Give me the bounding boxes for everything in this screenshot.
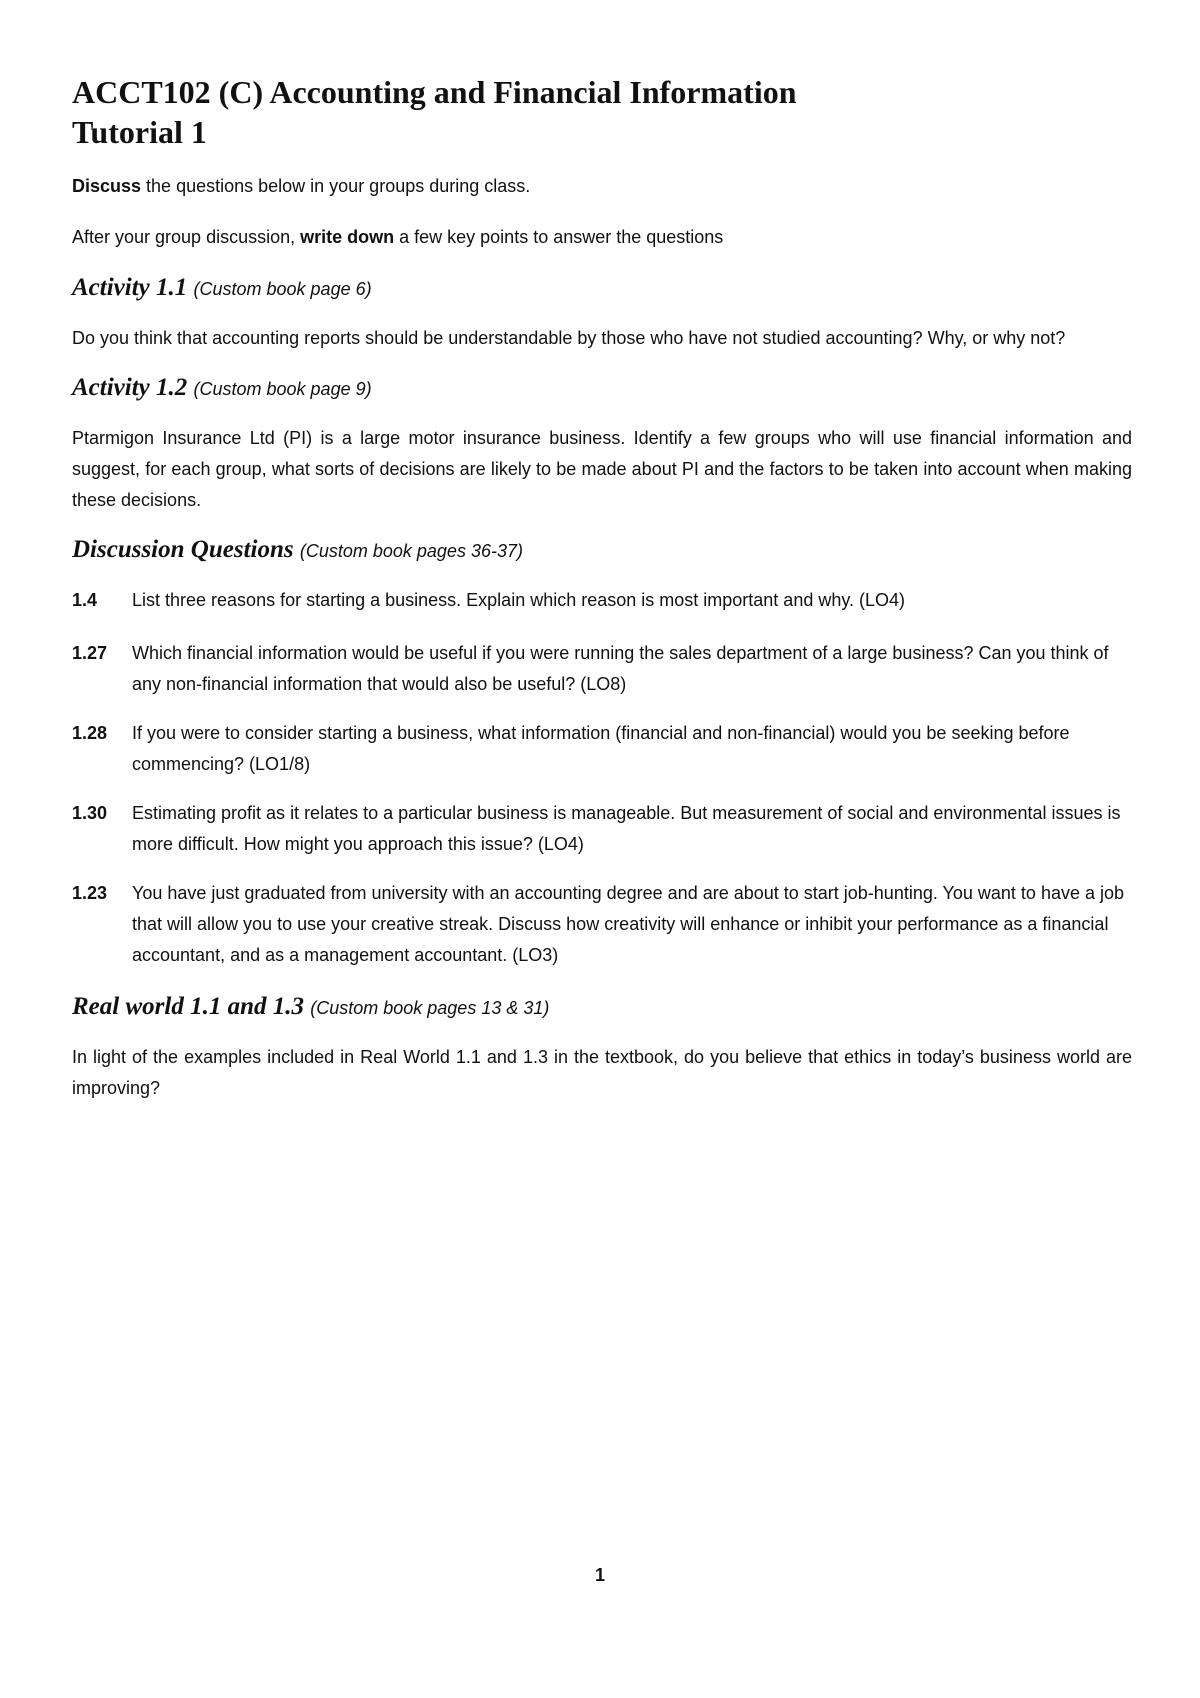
activity-1-1-ref: (Custom book page 6) bbox=[193, 279, 372, 299]
question-number: 1.30 bbox=[72, 803, 108, 823]
question-text: Which financial information would be useful if you were running the sales department of a large business? Can you think of any non-financial information that would also be useful? (LO8) bbox=[132, 643, 1109, 694]
discussion-question-list bbox=[72, 585, 1132, 971]
real-world-title: Real world 1.1 and 1.3 bbox=[72, 993, 304, 1020]
activity-1-2-text: Ptarmigon Insurance Ltd (PI) is a large motor insurance business. Identify a few groups who will use financial information and suggest, for each group, what sorts of decisions are likely to be made about PI and the factors to be taken into account when making these decisions. bbox=[72, 428, 1132, 510]
document-page bbox=[72, 72, 1132, 1104]
question-item bbox=[72, 638, 1132, 700]
question-text: Estimating profit as it relates to a particular business is manageable. But measurement of social and environmental issues is more difficult. How might you approach this issue? (LO4) bbox=[132, 803, 1121, 854]
title-course: ACCT102 (C) Accounting and Financial Information bbox=[72, 74, 797, 110]
intro-discuss-rest: the questions below in your groups during class. bbox=[141, 176, 531, 196]
question-number: 1.23 bbox=[72, 883, 108, 903]
activity-1-1-title: Activity 1.1 bbox=[72, 274, 188, 301]
intro-write-bold: write down bbox=[300, 227, 395, 247]
intro-discuss bbox=[72, 174, 1132, 198]
question-text: If you were to consider starting a business, what information (financial and non-financial) would you be seeking before commencing? (LO1/8) bbox=[132, 723, 1070, 774]
intro-discuss-bold: Discuss bbox=[72, 176, 142, 196]
real-world-ref: (Custom book pages 13 & 31) bbox=[310, 998, 550, 1018]
activity-1-2-ref: (Custom book page 9) bbox=[193, 379, 372, 399]
activity-1-1-text: Do you think that accounting reports should be understandable by those who have not studied accounting? Why, or why not? bbox=[72, 328, 1066, 348]
question-number: 1.27 bbox=[72, 643, 108, 663]
question-number: 1.28 bbox=[72, 723, 108, 743]
question-item bbox=[72, 585, 1132, 616]
activity-1-2-heading bbox=[72, 372, 1132, 405]
discussion-heading bbox=[72, 534, 1132, 567]
intro-write-rest: a few key points to answer the questions bbox=[394, 227, 724, 247]
intro-write-start: After your group discussion, bbox=[72, 227, 301, 247]
title-tutorial: Tutorial 1 bbox=[72, 114, 207, 150]
page-number: 1 bbox=[594, 1565, 605, 1585]
question-text: List three reasons for starting a business. Explain which reason is most important and why. (LO4) bbox=[132, 590, 906, 610]
question-item bbox=[72, 798, 1132, 860]
discussion-title: Discussion Questions bbox=[72, 536, 294, 563]
real-world-heading bbox=[72, 991, 1132, 1024]
question-item bbox=[72, 718, 1132, 780]
question-item bbox=[72, 878, 1132, 971]
discussion-ref: (Custom book pages 36-37) bbox=[299, 541, 523, 561]
activity-1-1-heading bbox=[72, 272, 1132, 305]
question-text: You have just graduated from university with an accounting degree and are about to start job-hunting. You want to have a job that will allow you to use your creative streak. Discuss how creativity will enhance or inhibit your performance as a financial accountant, and as a management accountant. (LO3) bbox=[132, 883, 1125, 965]
intro-write-down bbox=[72, 225, 1132, 249]
question-number: 1.4 bbox=[72, 590, 98, 610]
real-world-text: In light of the examples included in Real World 1.1 and 1.3 in the textbook, do you believe that ethics in today’s business world are improving? bbox=[72, 1047, 1132, 1098]
document-title bbox=[72, 72, 1132, 152]
activity-1-2-title: Activity 1.2 bbox=[72, 374, 188, 401]
